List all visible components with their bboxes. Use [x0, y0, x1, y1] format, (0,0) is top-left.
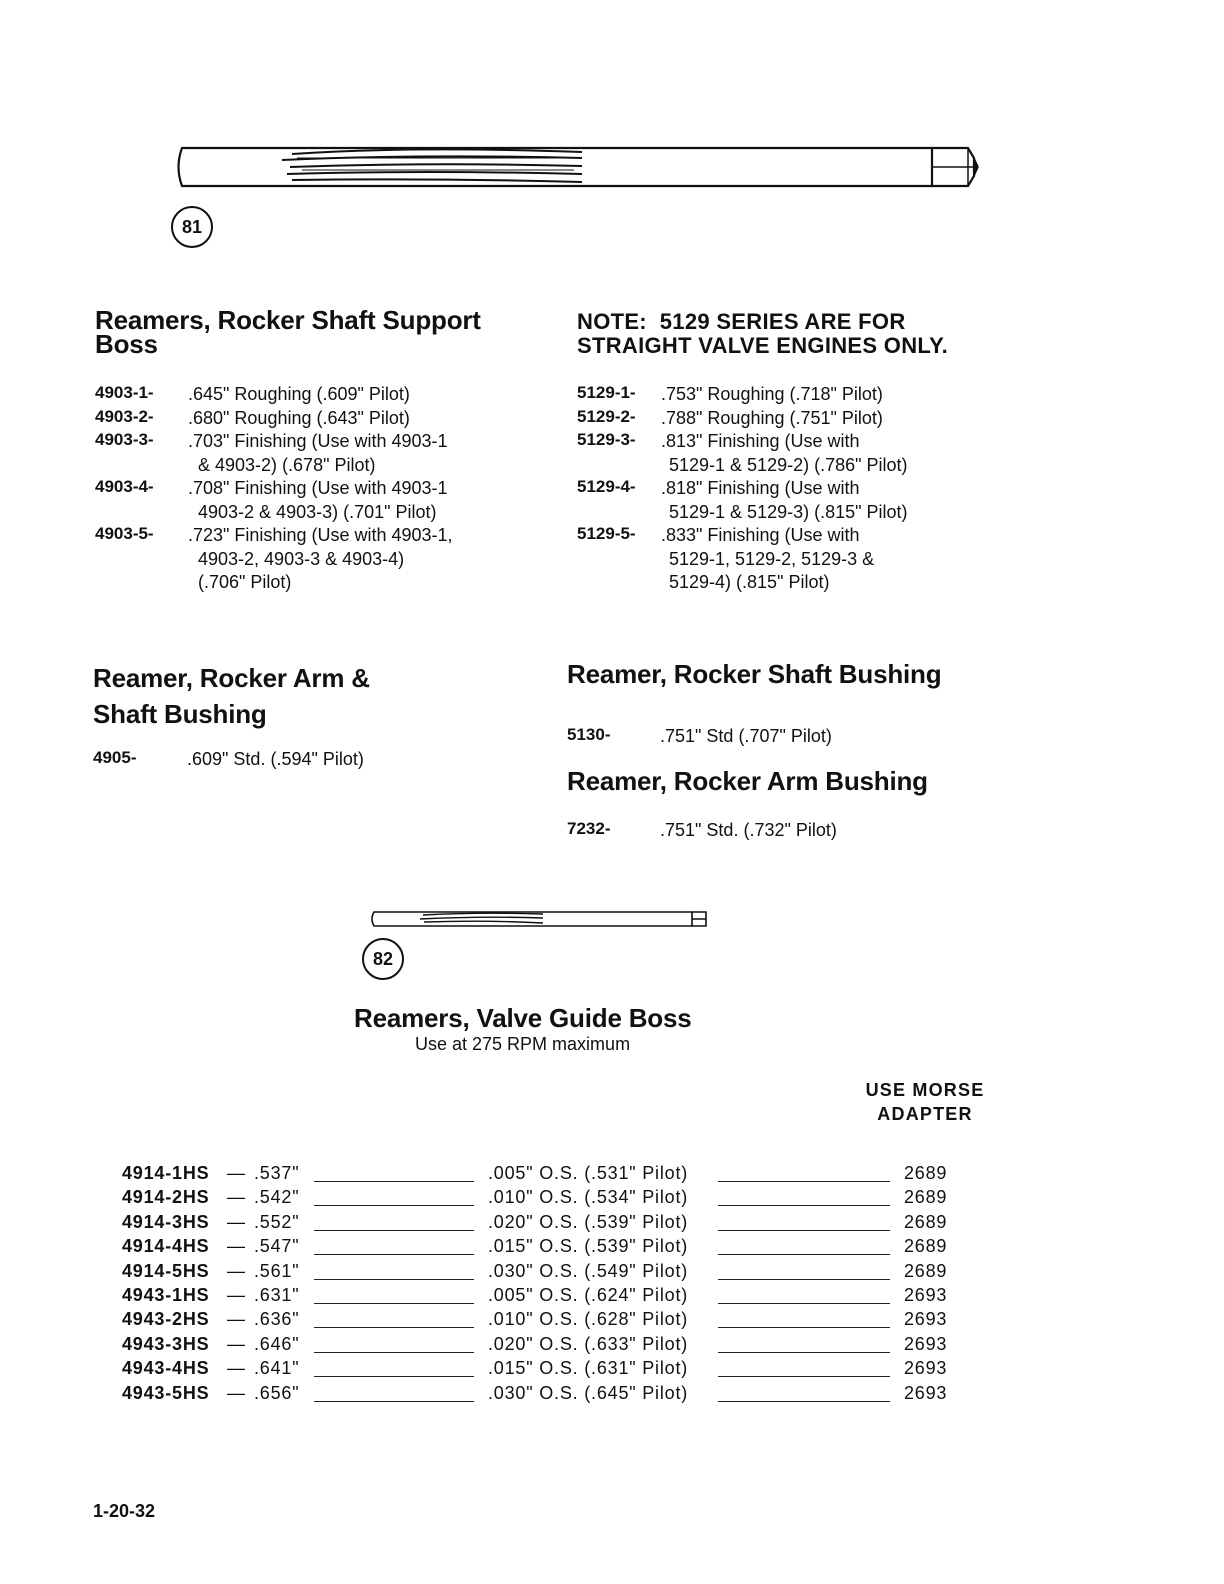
adapter-number: 2693	[904, 1333, 948, 1354]
part-number: 5129-3-	[577, 430, 636, 449]
row-dash: —	[227, 1358, 246, 1379]
heading-line-2: Boss	[95, 329, 158, 359]
rocker-arm-bushing-item	[567, 819, 967, 843]
leader-line	[718, 1205, 890, 1206]
table-row	[122, 1212, 1002, 1236]
part-number: 4943-2HS	[122, 1309, 210, 1330]
adapter-number: 2689	[904, 1236, 948, 1257]
table-row	[122, 1358, 1002, 1382]
leader-line	[718, 1376, 890, 1377]
adapter-line-2: ADAPTER	[877, 1104, 973, 1124]
part-description: .645" Roughing (.609" Pilot)	[188, 384, 410, 404]
part-number: 4914-5HS	[122, 1260, 210, 1281]
size: .656"	[254, 1382, 300, 1403]
row-dash: —	[227, 1333, 246, 1354]
adapter-number: 2689	[904, 1211, 948, 1232]
note-line-1: NOTE: 5129 SERIES ARE FOR	[577, 309, 906, 334]
table-row	[122, 1285, 1002, 1309]
part-number: 4905-	[93, 748, 137, 767]
size: .641"	[254, 1358, 300, 1379]
rocker-arm-shaft-item	[93, 748, 493, 772]
leader-line	[314, 1352, 474, 1353]
leader-line	[718, 1254, 890, 1255]
row-dash: —	[227, 1163, 246, 1183]
oversize-pilot: .030" O.S. (.645" Pilot)	[488, 1382, 689, 1403]
figure-81-callout: 81	[171, 206, 213, 248]
leader-line	[718, 1401, 890, 1402]
rocker-shaft-support-heading	[95, 307, 481, 357]
oversize-pilot: .015" O.S. (.539" Pilot)	[488, 1236, 689, 1257]
heading-line-2: Shaft Bushing	[93, 699, 267, 729]
note-line-2: STRAIGHT VALVE ENGINES ONLY.	[577, 333, 949, 358]
adapter-number: 2689	[904, 1187, 948, 1208]
oversize-pilot: .010" O.S. (.534" Pilot)	[488, 1187, 689, 1208]
row-dash: —	[227, 1260, 246, 1281]
row-dash: —	[227, 1285, 246, 1305]
size: .537"	[254, 1163, 300, 1183]
part-number: 4914-4HS	[122, 1236, 210, 1257]
series-5129-list	[577, 383, 1037, 603]
part-number: 4943-5HS	[122, 1382, 210, 1403]
oversize-pilot: .015" O.S. (.631" Pilot)	[488, 1358, 689, 1379]
leader-line	[718, 1181, 890, 1182]
leader-line	[314, 1376, 474, 1377]
adapter-number: 2693	[904, 1382, 948, 1403]
heading-line-1: Reamer, Rocker Arm &	[93, 663, 370, 693]
valve-guide-table	[122, 1163, 1002, 1413]
size: .542"	[254, 1187, 300, 1208]
table-row	[122, 1383, 1002, 1407]
part-number: 4903-1-	[95, 383, 154, 402]
table-row	[122, 1261, 1002, 1285]
part-description: .708" Finishing (Use with 4903-1	[188, 478, 448, 498]
rocker-shaft-bushing-heading: Reamer, Rocker Shaft Bushing	[567, 659, 942, 689]
part-description-cont: 5129-1 & 5129-2) (.786" Pilot)	[669, 454, 908, 475]
list-item	[95, 524, 555, 596]
list-item	[577, 524, 1037, 596]
row-dash: —	[227, 1236, 246, 1257]
oversize-pilot: .030" O.S. (.549" Pilot)	[488, 1260, 689, 1281]
size: .636"	[254, 1309, 300, 1330]
part-number: 4903-2-	[95, 406, 154, 426]
part-description: .703" Finishing (Use with 4903-1	[188, 431, 448, 451]
part-number: 4903-5-	[95, 524, 154, 543]
morse-adapter-header	[860, 1078, 990, 1126]
reamer-82-illustration	[368, 908, 713, 932]
leader-line	[314, 1205, 474, 1206]
row-dash: —	[227, 1382, 246, 1403]
part-description-cont: 4903-2, 4903-3 & 4903-4)	[198, 548, 405, 569]
part-description-cont: (.706" Pilot)	[198, 572, 292, 592]
size: .646"	[254, 1333, 300, 1354]
adapter-number: 2693	[904, 1358, 948, 1379]
adapter-number: 2689	[904, 1163, 948, 1183]
oversize-pilot: .010" O.S. (.628" Pilot)	[488, 1309, 689, 1330]
part-description-cont: 4903-2 & 4903-3) (.701" Pilot)	[198, 501, 437, 522]
part-description: .818" Finishing (Use with	[661, 478, 860, 498]
part-number: 5130-	[567, 725, 611, 744]
leader-line	[314, 1181, 474, 1182]
adapter-number: 2689	[904, 1260, 948, 1281]
rocker-shaft-bushing-item	[567, 725, 967, 749]
leader-line	[718, 1279, 890, 1280]
reamer-81-illustration	[172, 140, 982, 196]
part-description: .609" Std. (.594" Pilot)	[187, 749, 364, 769]
part-description: .751" Std. (.732" Pilot)	[660, 820, 837, 840]
heading-line-1: Reamers, Rocker Shaft Support	[95, 305, 481, 335]
part-description: .833" Finishing (Use with	[661, 525, 860, 545]
table-row	[122, 1236, 1002, 1260]
part-number: 4943-1HS	[122, 1285, 210, 1305]
part-number: 4903-3-	[95, 430, 154, 449]
part-number: 4914-2HS	[122, 1187, 210, 1208]
part-number: 4903-4-	[95, 477, 154, 496]
leader-line	[314, 1230, 474, 1231]
rocker-arm-bushing-heading: Reamer, Rocker Arm Bushing	[567, 766, 928, 796]
part-number: 7232-	[567, 819, 611, 838]
part-number: 5129-4-	[577, 477, 636, 496]
adapter-number: 2693	[904, 1309, 948, 1330]
table-row	[122, 1334, 1002, 1358]
leader-line	[718, 1352, 890, 1353]
figure-82-callout: 82	[362, 938, 404, 980]
leader-line	[314, 1401, 474, 1402]
valve-guide-subheading: Use at 275 RPM maximum	[415, 1034, 631, 1054]
part-number: 5129-2-	[577, 406, 636, 426]
part-number: 5129-5-	[577, 524, 636, 543]
size: .552"	[254, 1211, 300, 1232]
part-description: .753" Roughing (.718" Pilot)	[661, 384, 883, 404]
row-dash: —	[227, 1187, 246, 1208]
part-description-cont: 5129-1 & 5129-3) (.815" Pilot)	[669, 501, 908, 522]
part-number: 4914-1HS	[122, 1163, 210, 1183]
part-number: 4943-4HS	[122, 1358, 210, 1379]
leader-line	[314, 1327, 474, 1328]
size: .561"	[254, 1260, 300, 1281]
adapter-number: 2693	[904, 1285, 948, 1305]
part-description-cont: 5129-1, 5129-2, 5129-3 &	[669, 548, 875, 569]
part-description: .723" Finishing (Use with 4903-1,	[188, 525, 453, 545]
rocker-shaft-support-list	[95, 383, 555, 603]
adapter-line-1: USE MORSE	[865, 1080, 985, 1100]
table-row	[122, 1163, 1002, 1187]
table-row	[122, 1309, 1002, 1333]
series-note	[577, 310, 948, 358]
oversize-pilot: .020" O.S. (.539" Pilot)	[488, 1211, 689, 1232]
rocker-arm-shaft-heading	[93, 660, 370, 732]
part-description: .813" Finishing (Use with	[661, 431, 860, 451]
leader-line	[314, 1254, 474, 1255]
part-number: 4914-3HS	[122, 1211, 210, 1232]
part-number: 4943-3HS	[122, 1333, 210, 1354]
oversize-pilot: .005" O.S. (.531" Pilot)	[488, 1163, 689, 1183]
oversize-pilot: .005" O.S. (.624" Pilot)	[488, 1285, 689, 1305]
row-dash: —	[227, 1211, 246, 1232]
part-description: .751" Std (.707" Pilot)	[660, 726, 832, 746]
table-row	[122, 1187, 1002, 1211]
oversize-pilot: .020" O.S. (.633" Pilot)	[488, 1333, 689, 1354]
part-description: .680" Roughing (.643" Pilot)	[188, 407, 410, 428]
page-number: 1-20-32	[93, 1501, 156, 1521]
part-description-cont: 5129-4) (.815" Pilot)	[669, 572, 830, 592]
leader-line	[718, 1303, 890, 1304]
leader-line	[314, 1279, 474, 1280]
part-description: .788" Roughing (.751" Pilot)	[661, 407, 883, 428]
leader-line	[718, 1327, 890, 1328]
leader-line	[314, 1303, 474, 1304]
valve-guide-heading: Reamers, Valve Guide Boss	[354, 1003, 692, 1033]
row-dash: —	[227, 1309, 246, 1330]
size: .547"	[254, 1236, 300, 1257]
leader-line	[718, 1230, 890, 1231]
size: .631"	[254, 1285, 300, 1305]
part-number: 5129-1-	[577, 383, 636, 402]
part-description-cont: & 4903-2) (.678" Pilot)	[198, 454, 376, 475]
